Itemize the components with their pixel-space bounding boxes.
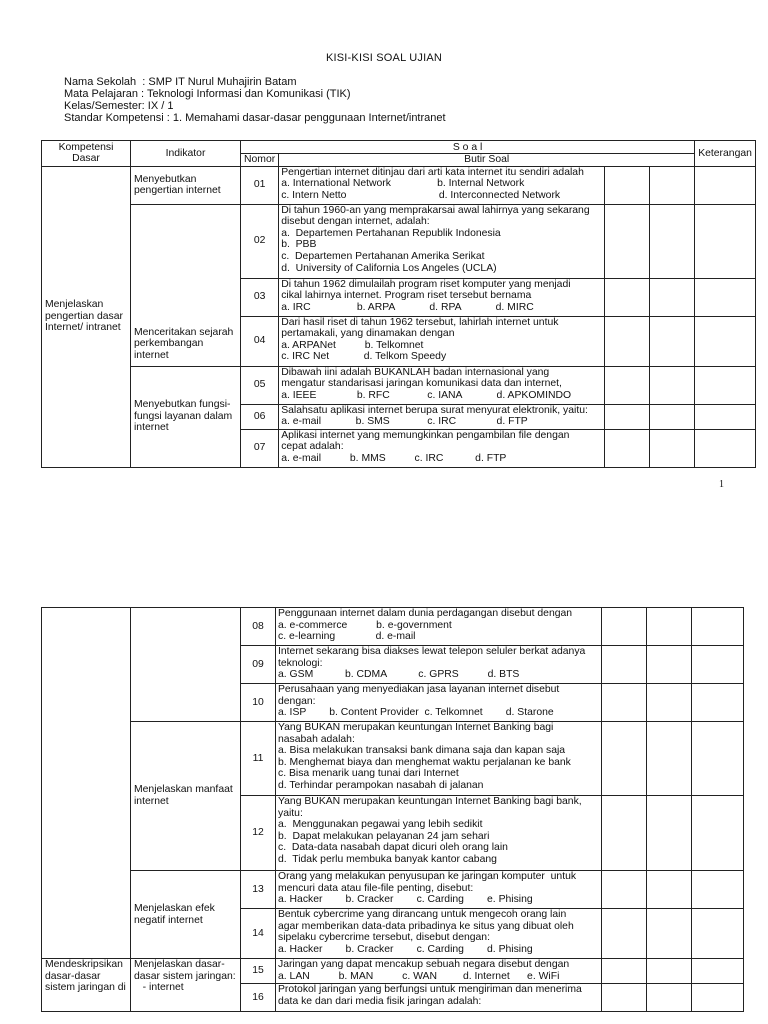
- question-text: [279, 204, 605, 278]
- question-number: 03: [241, 278, 279, 316]
- question-line: a. e-commerce b. e-government: [278, 619, 452, 631]
- question-line: a. International Network b. Internal Network: [281, 178, 525, 190]
- empty-cell: [650, 429, 695, 467]
- grid-table-page-2: [41, 607, 744, 1012]
- question-text: [276, 796, 602, 871]
- question-number: 13: [241, 871, 276, 909]
- keterangan-cell: [692, 684, 744, 722]
- question-text: [276, 608, 602, 646]
- empty-cell: [602, 984, 647, 1012]
- meta-competency-standard: Standar Kompetensi : 1. Memahami dasar-dasar penggunaan Internet/intranet: [64, 112, 446, 124]
- question-line: Salahsatu aplikasi internet berupa surat menyurat elektronik, yaitu:: [281, 404, 588, 416]
- question-line: c. e-learning d. e-mail: [278, 631, 416, 643]
- empty-cell: [647, 608, 692, 646]
- question-text: [279, 278, 605, 316]
- question-number: 04: [241, 316, 279, 366]
- keterangan-cell: [692, 722, 744, 796]
- question-line: a. LAN b. MAN c. WAN d. Internet e. WiFi: [278, 970, 560, 982]
- keterangan-cell: [695, 404, 756, 429]
- document-meta: [64, 76, 446, 124]
- empty-cell: [647, 722, 692, 796]
- question-line: a. GSM b. CDMA c. GPRS d. BTS: [278, 669, 520, 681]
- question-line: a. Bisa melakukan transaksi bank dimana saja dan kapan saja: [278, 745, 566, 757]
- question-number: 05: [241, 366, 279, 404]
- question-number: 07: [241, 429, 279, 467]
- empty-cell: [650, 404, 695, 429]
- question-line: data ke dan dari media fisik jaringan adalah:: [278, 995, 482, 1007]
- question-number: 16: [241, 984, 276, 1012]
- empty-cell: [650, 366, 695, 404]
- empty-cell: [605, 278, 650, 316]
- indikator-cell: Menjelaskan efek negatif internet: [131, 871, 241, 959]
- keterangan-cell: [692, 646, 744, 684]
- header-keterangan: Keterangan: [695, 141, 756, 167]
- question-line: teknologi:: [278, 657, 323, 669]
- keterangan-cell: [695, 366, 756, 404]
- question-number: 01: [241, 166, 279, 204]
- empty-cell: [602, 959, 647, 984]
- question-line: Pengertian internet ditinjau dari arti kata internet itu sendiri adalah: [281, 166, 584, 178]
- question-line: disebut dengan internet, adalah:: [281, 216, 430, 228]
- question-text: [276, 722, 602, 796]
- empty-cell: [647, 959, 692, 984]
- question-line: Dari hasil riset di tahun 1962 tersebut, lahirlah internet untuk: [281, 316, 559, 328]
- empty-cell: [647, 871, 692, 909]
- page-title: KISI-KISI SOAL UJIAN: [325, 52, 443, 64]
- question-line: a. ARPANet b. Telkomnet: [281, 339, 424, 351]
- empty-cell: [647, 909, 692, 959]
- empty-cell: [605, 166, 650, 204]
- question-line: agar memberikan data-data pribadinya ke situs yang dibuat oleh: [278, 920, 574, 932]
- empty-cell: [602, 608, 647, 646]
- question-line: b. PBB: [281, 239, 317, 251]
- question-text: [276, 959, 602, 984]
- question-text: [279, 366, 605, 404]
- empty-cell: [602, 684, 647, 722]
- header-soal: S o a l: [241, 141, 695, 154]
- question-text: [276, 684, 602, 722]
- question-text: [276, 871, 602, 909]
- empty-cell: [605, 316, 650, 366]
- question-line: Internet sekarang bisa diakses lewat telepon seluler berkat adanya: [278, 646, 586, 657]
- question-number: 11: [241, 722, 276, 796]
- kd-cell-2: Mendeskripsikan dasar-dasar sistem jaringan di: [42, 959, 131, 1012]
- question-text: [279, 316, 605, 366]
- question-line: Aplikasi internet yang memungkinkan pengambilan file dengan: [281, 429, 570, 441]
- question-line: c. Bisa menarik uang tunai dari Internet: [278, 768, 459, 780]
- empty-cell: [602, 909, 647, 959]
- empty-cell: [650, 316, 695, 366]
- question-line: b. Dapat melakukan pelayanan 24 jam sehari: [278, 830, 490, 842]
- indikator-cell-continued: [131, 608, 241, 722]
- question-line: Jaringan yang dapat mencakup sebuah negara disebut dengan: [278, 959, 570, 970]
- empty-cell: [647, 646, 692, 684]
- keterangan-cell: [695, 204, 756, 278]
- question-line: Di tahun 1962 dimulailah program riset komputer yang menjadi: [281, 278, 571, 290]
- question-line: Di tahun 1960-an yang memprakarsai awal lahirnya yang sekarang: [281, 204, 590, 216]
- empty-cell: [647, 796, 692, 871]
- empty-cell: [605, 204, 650, 278]
- question-line: a. IEEE b. RFC c. IANA d. APKOMINDO: [281, 389, 572, 401]
- question-line: pertamakali, yang dinamakan dengan: [281, 328, 455, 340]
- empty-cell: [650, 166, 695, 204]
- question-number: 06: [241, 404, 279, 429]
- keterangan-cell: [692, 909, 744, 959]
- grid-table-page-1: [41, 140, 756, 468]
- question-line: yaitu:: [278, 807, 303, 819]
- question-line: b. Menghemat biaya dan menghemat waktu perjalanan ke bank: [278, 756, 571, 768]
- question-text: [276, 646, 602, 684]
- empty-cell: [647, 684, 692, 722]
- question-line: a. e-mail b. SMS c. IRC d. FTP: [281, 416, 528, 428]
- empty-cell: [605, 429, 650, 467]
- question-line: mengatur standarisasi jaringan komunikasi data dan internet,: [281, 378, 562, 390]
- question-line: d. University of California Los Angeles (UCLA): [281, 262, 497, 274]
- keterangan-cell: [695, 316, 756, 366]
- indikator-cell: Menceritakan sejarah perkembangan internet: [131, 204, 241, 366]
- header-indikator: Indikator: [131, 141, 241, 167]
- keterangan-cell: [695, 278, 756, 316]
- question-line: Protokol jaringan yang berfungsi untuk mengiriman dan menerima: [278, 984, 582, 995]
- question-line: Yang BUKAN merupakan keuntungan Internet Banking bagi: [278, 722, 554, 733]
- question-line: Orang yang melakukan penyusupan ke jaringan komputer untuk: [278, 871, 577, 882]
- indikator-subitem: - internet: [134, 982, 184, 994]
- question-number: 08: [241, 608, 276, 646]
- empty-cell: [602, 796, 647, 871]
- question-line: sipelaku cybercrime tersebut, disebut dengan:: [278, 932, 490, 944]
- keterangan-cell: [695, 429, 756, 467]
- question-text: [279, 166, 605, 204]
- keterangan-cell: [692, 608, 744, 646]
- kd-cell-continued: [42, 608, 131, 959]
- keterangan-cell: [692, 959, 744, 984]
- empty-cell: [650, 204, 695, 278]
- question-number: 15: [241, 959, 276, 984]
- question-text: [279, 404, 605, 429]
- empty-cell: [602, 646, 647, 684]
- question-line: a. Departemen Pertahanan Republik Indonesia: [281, 227, 501, 239]
- question-number: 02: [241, 204, 279, 278]
- keterangan-cell: [692, 796, 744, 871]
- header-nomor: Nomor: [241, 154, 279, 167]
- empty-cell: [647, 984, 692, 1012]
- question-line: Penggunaan internet dalam dunia perdagangan disebut dengan: [278, 608, 573, 619]
- indikator-cell: Menyebutkan fungsi-fungsi layanan dalam internet: [131, 366, 241, 467]
- indikator-text: Menjelaskan dasar-dasar sistem jaringan:: [134, 959, 236, 982]
- question-line: a. Hacker b. Cracker c. Carding e. Phising: [278, 894, 533, 906]
- question-line: nasabah adalah:: [278, 733, 355, 745]
- question-number: 12: [241, 796, 276, 871]
- indikator-cell: Menjelaskan manfaat internet: [131, 722, 241, 871]
- question-line: a. e-mail b. MMS c. IRC d. FTP: [281, 452, 507, 464]
- question-text: [276, 909, 602, 959]
- question-number: 09: [241, 646, 276, 684]
- keterangan-cell: [692, 984, 744, 1012]
- meta-school: Nama Sekolah : SMP IT Nurul Muhajirin Batam: [64, 76, 297, 88]
- meta-class: Kelas/Semester: IX / 1: [64, 100, 174, 112]
- question-line: d. Terhindar perampokan nasabah di jalanan: [278, 779, 484, 791]
- keterangan-cell: [695, 166, 756, 204]
- question-line: Dibawah iini adalah BUKANLAH badan internasional yang: [281, 366, 550, 378]
- question-line: c. Data-data nasabah dapat dicuri oleh orang lain: [278, 842, 508, 854]
- header-butir-soal: Butir Soal: [279, 154, 695, 167]
- meta-subject: Mata Pelajaran : Teknologi Informasi dan Komunikasi (TIK): [64, 88, 351, 100]
- question-line: mencuri data atau file-file penting, disebut:: [278, 882, 474, 894]
- indikator-cell: [131, 959, 241, 1012]
- page-number: 1: [719, 479, 724, 490]
- question-text: [279, 429, 605, 467]
- question-line: Bentuk cybercrime yang dirancang untuk mengecoh orang lain: [278, 909, 567, 920]
- question-line: c. Intern Netto d. Interconnected Network: [281, 189, 561, 201]
- empty-cell: [605, 404, 650, 429]
- question-line: dengan:: [278, 695, 316, 707]
- empty-cell: [602, 871, 647, 909]
- question-line: a. IRC b. ARPA d. RPA d. MIRC: [281, 301, 534, 313]
- kd-cell-1: Menjelaskan pengertian dasar Internet/ intranet: [42, 166, 131, 467]
- question-line: c. Departemen Pertahanan Amerika Serikat: [281, 250, 485, 262]
- header-kompetensi: Kompetensi Dasar: [42, 141, 131, 167]
- keterangan-cell: [692, 871, 744, 909]
- question-line: d. Tidak perlu membuka banyak kantor cabang: [278, 853, 497, 865]
- indikator-cell: Menyebutkan pengertian internet: [131, 166, 241, 204]
- question-line: a. Menggunakan pegawai yang lebih sedikit: [278, 819, 483, 831]
- empty-cell: [650, 278, 695, 316]
- question-number: 10: [241, 684, 276, 722]
- question-line: a. ISP b. Content Provider c. Telkomnet d. Starone: [278, 707, 554, 719]
- question-line: Perusahaan yang menyediakan jasa layanan internet disebut: [278, 684, 560, 695]
- empty-cell: [602, 722, 647, 796]
- question-line: c. IRC Net d. Telkom Speedy: [281, 351, 447, 363]
- question-line: Yang BUKAN merupakan keuntungan Internet Banking bagi bank,: [278, 796, 582, 807]
- question-line: cepat adalah:: [281, 441, 344, 453]
- empty-cell: [605, 366, 650, 404]
- question-text: [276, 984, 602, 1012]
- question-number: 14: [241, 909, 276, 959]
- question-line: cikal lahirnya internet. Program riset tersebut bernama: [281, 290, 532, 302]
- question-line: a. Hacker b. Cracker c. Carding d. Phising: [278, 943, 533, 955]
